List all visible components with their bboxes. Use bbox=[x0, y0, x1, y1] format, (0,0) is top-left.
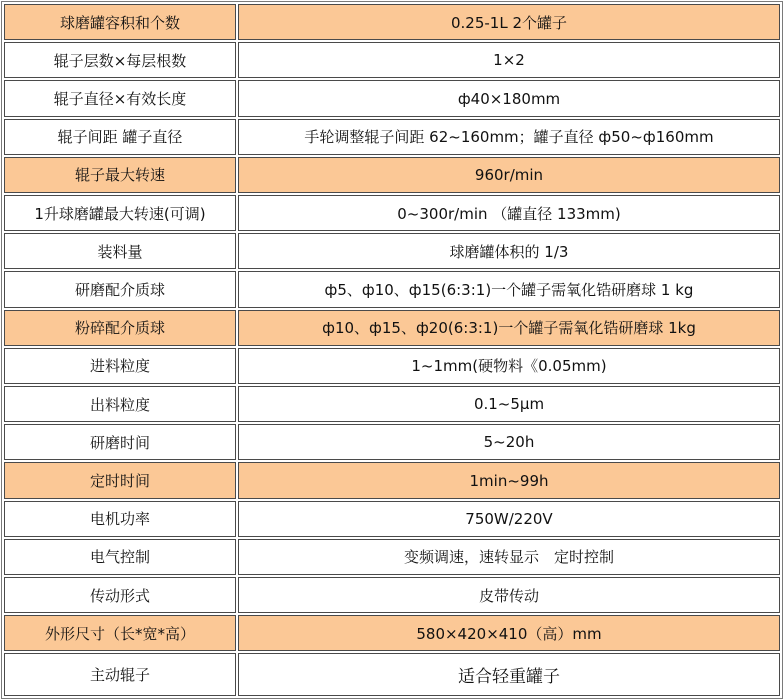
row-label: 1升球磨罐最大转速(可调) bbox=[4, 195, 236, 231]
row-value: ф5、ф10、ф15(6:3:1)一个罐子需氧化锆研磨球 1 kg bbox=[238, 271, 780, 307]
row-value: 球磨罐体积的 1/3 bbox=[238, 233, 780, 269]
row-label: 球磨罐容积和个数 bbox=[4, 4, 236, 40]
row-label: 传动形式 bbox=[4, 577, 236, 613]
row-label: 电机功率 bbox=[4, 501, 236, 537]
row-label: 进料粒度 bbox=[4, 348, 236, 384]
row-label: 外形尺寸（长*宽*高） bbox=[4, 615, 236, 651]
table-row bbox=[4, 653, 780, 696]
row-label: 装料量 bbox=[4, 233, 236, 269]
spec-table bbox=[1, 1, 783, 699]
table-row bbox=[4, 310, 780, 346]
table-row bbox=[4, 539, 780, 575]
row-value: 0.25-1L 2个罐子 bbox=[238, 4, 780, 40]
row-label: 定时时间 bbox=[4, 462, 236, 498]
table-row bbox=[4, 195, 780, 231]
row-label: 辊子最大转速 bbox=[4, 157, 236, 193]
row-label: 研磨时间 bbox=[4, 424, 236, 460]
table-row bbox=[4, 42, 780, 78]
row-label: 辊子间距 罐子直径 bbox=[4, 119, 236, 155]
row-value: 1~1mm(硬物料《0.05mm) bbox=[238, 348, 780, 384]
table-row bbox=[4, 424, 780, 460]
row-label: 辊子层数×每层根数 bbox=[4, 42, 236, 78]
row-value: 0.1~5μm bbox=[238, 386, 780, 422]
row-value: 1min~99h bbox=[238, 462, 780, 498]
row-value: 变频调速，速转显示 定时控制 bbox=[238, 539, 780, 575]
row-value: ф40×180mm bbox=[238, 80, 780, 116]
row-value: 5~20h bbox=[238, 424, 780, 460]
table-row bbox=[4, 386, 780, 422]
row-label: 出料粒度 bbox=[4, 386, 236, 422]
row-label: 研磨配介质球 bbox=[4, 271, 236, 307]
row-label: 电气控制 bbox=[4, 539, 236, 575]
table-row bbox=[4, 615, 780, 651]
table-row bbox=[4, 233, 780, 269]
row-value: 0~300r/min （罐直径 133mm) bbox=[238, 195, 780, 231]
row-label: 粉碎配介质球 bbox=[4, 310, 236, 346]
table-row bbox=[4, 462, 780, 498]
table-row bbox=[4, 80, 780, 116]
row-label: 主动辊子 bbox=[4, 653, 236, 696]
table-row bbox=[4, 119, 780, 155]
spec-table-body bbox=[4, 4, 780, 696]
table-row bbox=[4, 157, 780, 193]
row-value: 1×2 bbox=[238, 42, 780, 78]
table-row bbox=[4, 501, 780, 537]
row-value: 皮带传动 bbox=[238, 577, 780, 613]
row-value: ф10、ф15、ф20(6:3:1)一个罐子需氧化锆研磨球 1kg bbox=[238, 310, 780, 346]
row-value: 适合轻重罐子 bbox=[238, 653, 780, 696]
row-value: 750W/220V bbox=[238, 501, 780, 537]
row-value: 手轮调整辊子间距 62~160mm；罐子直径 ф50~ф160mm bbox=[238, 119, 780, 155]
row-value: 580×420×410（高）mm bbox=[238, 615, 780, 651]
table-row bbox=[4, 577, 780, 613]
table-row bbox=[4, 271, 780, 307]
table-row bbox=[4, 4, 780, 40]
row-label: 辊子直径×有效长度 bbox=[4, 80, 236, 116]
table-row bbox=[4, 348, 780, 384]
row-value: 960r/min bbox=[238, 157, 780, 193]
